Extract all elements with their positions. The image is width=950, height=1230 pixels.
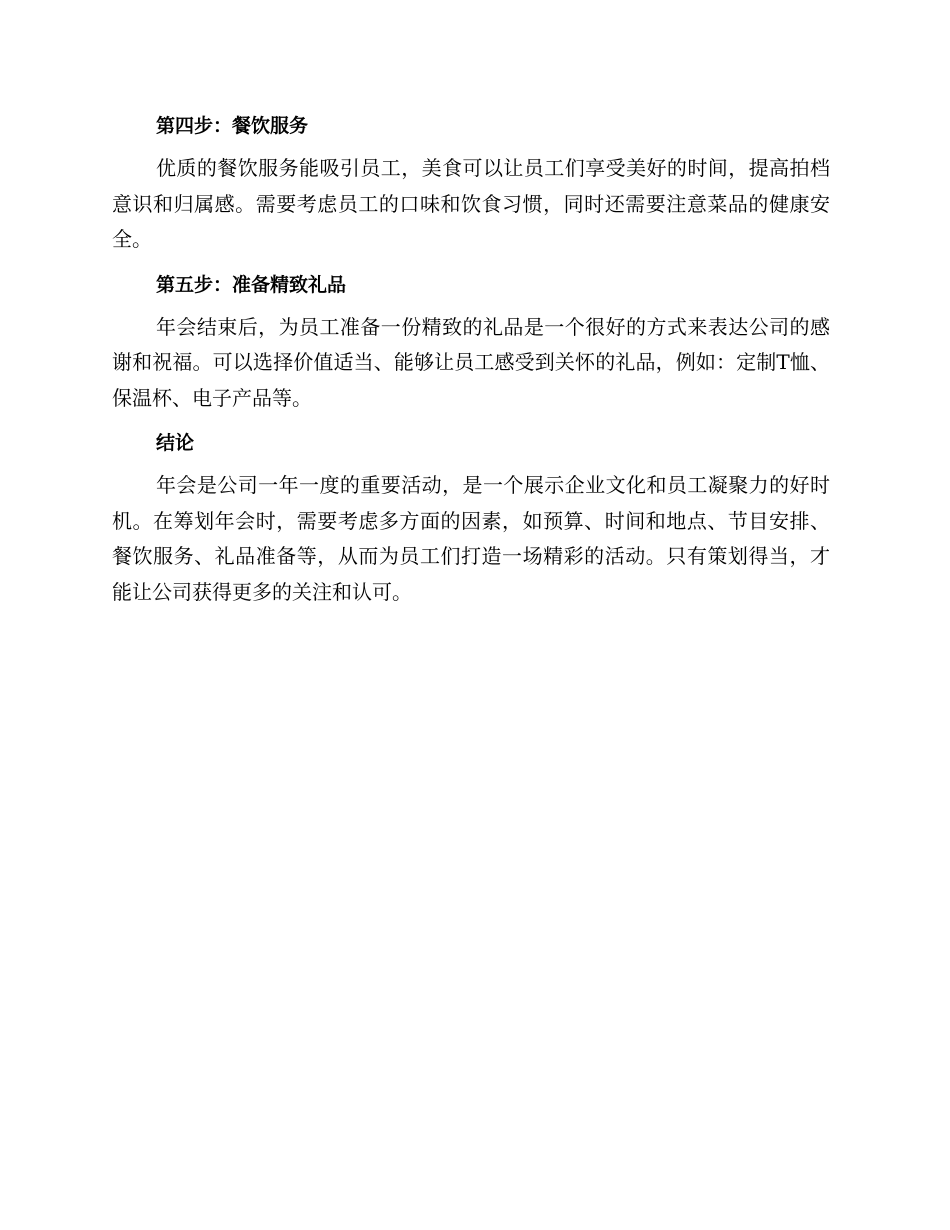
section-body-catering: 优质的餐饮服务能吸引员工，美食可以让员工们享受美好的时间，提高拍档意识和归属感。需要考虑员工的口味和饮食习惯，同时还需要注意菜品的健康安全。 [112, 156, 830, 251]
section-body-gifts: 年会结束后，为员工准备一份精致的礼品是一个很好的方式来表达公司的感谢和祝福。可以选择价值适当、能够让员工感受到关怀的礼品，例如：定制T恤、保温杯、电子产品等。 [112, 314, 830, 410]
section-heading-conclusion: 结论 [156, 432, 195, 454]
section-body-conclusion: 年会是公司一年一度的重要活动，是一个展示企业文化和员工凝聚力的好时机。在筹划年会时，需要考虑多方面的因素，如预算、时间和地点、节目安排、餐饮服务、礼品准备等，从而为员工们打造一场精彩的活动。只有策划得当，才能让公司获得更多的关注和认可。 [112, 473, 830, 604]
section-heading-catering: 第四步：餐饮服务 [156, 115, 309, 137]
document-page [112, 110, 830, 610]
section-heading-gifts: 第五步：准备精致礼品 [156, 273, 347, 296]
